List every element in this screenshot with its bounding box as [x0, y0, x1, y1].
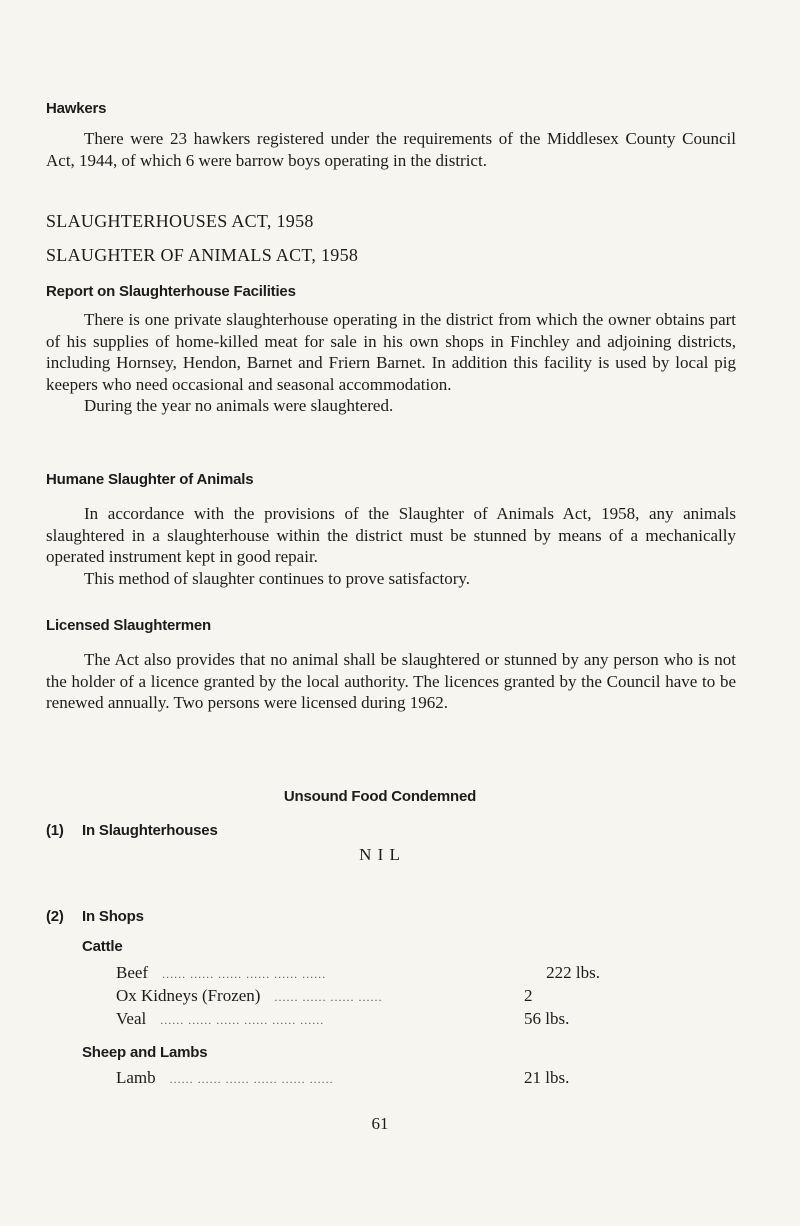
- item-value: 56 lbs.: [524, 1009, 570, 1028]
- unsound-food-heading: Unsound Food Condemned: [283, 788, 477, 805]
- leader-dots: ...... ...... ...... ...... ...... ......: [162, 967, 327, 981]
- licensed-heading: Licensed Slaughtermen: [46, 617, 212, 634]
- item-label: Veal: [116, 1009, 147, 1028]
- section-2-title: In Shops: [82, 908, 144, 925]
- hawkers-paragraph-block: [46, 128, 736, 171]
- section-2-number: (2): [46, 908, 64, 925]
- act-title-slaughter-of-animals: SLAUGHTER OF ANIMALS ACT, 1958: [46, 245, 359, 265]
- humane-paragraph-2: This method of slaughter continues to prove satisfactory.: [84, 568, 471, 588]
- leader-dots: ...... ...... ...... ...... ...... ......: [160, 1013, 325, 1027]
- item-value: 2: [524, 986, 533, 1005]
- leader-dots: ...... ...... ...... ...... ...... ......: [169, 1072, 334, 1086]
- item-label: Ox Kidneys (Frozen): [116, 986, 261, 1005]
- item-value: 21 lbs.: [524, 1068, 570, 1087]
- table-row: [116, 1068, 600, 1088]
- item-value: 222 lbs.: [546, 963, 600, 982]
- report-paragraph-1: There is one private slaughterhouse operating in the district from which the owner obtains part of his supplies of home-killed meat for sale in his own shops in Finchley and adjoining districts, including Hornsey, Hendon, Barnet and Friern Barnet. In addition this facility is used by local pig keepers who need occasional and seasonal accommodation.: [46, 310, 736, 394]
- report-heading: Report on Slaughterhouse Facilities: [46, 283, 296, 300]
- hawkers-paragraph: There were 23 hawkers registered under the requirements of the Middlesex County Council Act, 1944, of which 6 were barrow boys operating in the district.: [46, 129, 736, 170]
- act-title-slaughterhouses: SLAUGHTERHOUSES ACT, 1958: [46, 211, 314, 231]
- leader-dots: ...... ...... ...... ......: [274, 990, 383, 1004]
- licensed-paragraph-block: [46, 649, 736, 714]
- licensed-paragraph: The Act also provides that no animal shall be slaughtered or stunned by any person who is not the holder of a licence granted by the local authority. The licences granted by the Council have to be renewed annually. Two persons were licensed during 1962.: [46, 650, 736, 713]
- section-1-title: In Slaughterhouses: [82, 822, 218, 839]
- item-label: Beef: [116, 963, 149, 982]
- group-sheep-lambs-title: Sheep and Lambs: [82, 1044, 208, 1061]
- table-row: [116, 986, 600, 1006]
- table-row: [116, 963, 600, 983]
- report-paragraph-2: During the year no animals were slaughtered.: [84, 396, 394, 416]
- humane-heading: Humane Slaughter of Animals: [46, 471, 254, 488]
- item-label: Lamb: [116, 1068, 156, 1087]
- humane-paragraph-1: In accordance with the provisions of the Slaughter of Animals Act, 1958, any animals slaughtered in a slaughterhouse within the district must be stunned by means of a mechanically operated instrument kept in good repair.: [46, 504, 736, 567]
- table-row: [116, 1009, 600, 1029]
- report-paragraph-block: [46, 309, 736, 417]
- page-number: 61: [371, 1114, 389, 1133]
- nil-value: N I L: [359, 845, 401, 864]
- group-cattle-title: Cattle: [82, 938, 123, 955]
- section-1-number: (1): [46, 822, 64, 839]
- humane-paragraph-block: [46, 503, 736, 589]
- hawkers-heading: Hawkers: [46, 100, 107, 117]
